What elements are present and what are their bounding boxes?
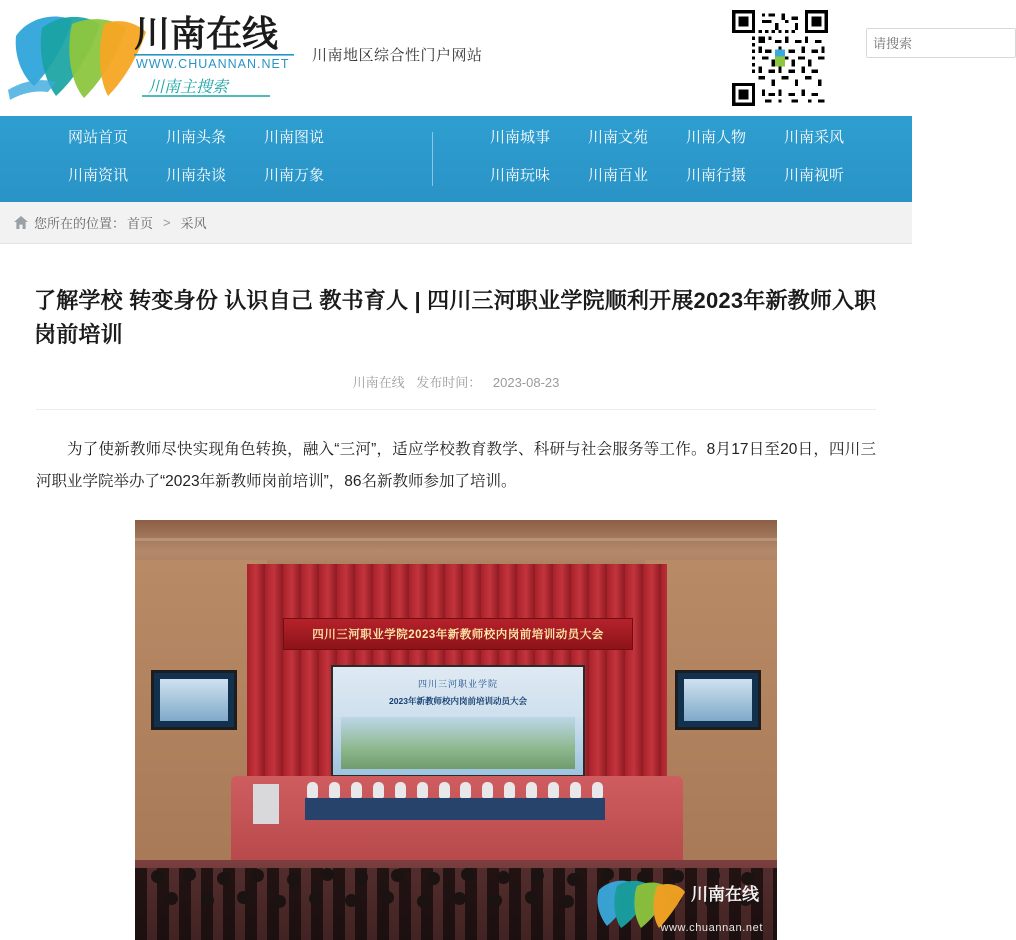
logo-graphic (8, 6, 298, 110)
nav-item-caifeng[interactable]: 川南采风 (784, 129, 845, 146)
training-mobilization-meeting-photo (135, 520, 777, 940)
article-body (28, 434, 884, 498)
article (0, 244, 912, 940)
nav-row-right-1 (490, 122, 882, 154)
photo-screen-line2: 2023年新教师校内岗前培训动员大会 (389, 696, 527, 706)
nav-item-wanxiang[interactable]: 川南万象 (264, 167, 325, 184)
nav-item-zatan[interactable]: 川南杂谈 (166, 167, 227, 184)
photo-side-screen-left (151, 670, 237, 730)
nav-item-wenyuan[interactable]: 川南文苑 (588, 129, 649, 146)
photo-screen-image (341, 717, 575, 769)
qr-code-icon (732, 10, 828, 106)
breadcrumb (0, 202, 912, 244)
nav-row-left-2 (68, 160, 362, 192)
breadcrumb-separator: > (163, 215, 171, 230)
article-publish-date: 2023-08-23 (492, 375, 560, 390)
page-title: 了解学校 转变身份 认识自己 教书育人 | 四川三河职业学院顺利开展2023年新教师入职岗前培训 (34, 288, 877, 347)
photo-projection-screen (331, 665, 585, 777)
svg-text:川南在线: 川南在线 (134, 13, 279, 54)
breadcrumb-label: 您所在的位置： (34, 216, 126, 231)
nav-row-left-1 (68, 122, 362, 154)
nav-item-tushuo[interactable]: 川南图说 (264, 129, 325, 146)
search-input[interactable] (867, 29, 977, 57)
search-box[interactable] (866, 28, 1016, 58)
nav-item-toutiao[interactable]: 川南头条 (166, 129, 227, 146)
photo-podium-speaker (253, 784, 279, 824)
photo-side-screen-right (675, 670, 761, 730)
svg-text:WWW.CHUANNAN.NET: WWW.CHUANNAN.NET (136, 57, 290, 71)
svg-text:川南主搜索: 川南主搜索 (148, 79, 229, 96)
nav-item-wanwei[interactable]: 川南玩味 (490, 167, 551, 184)
main-navigation (0, 116, 912, 202)
article-source: 川南在线 (352, 375, 405, 390)
nav-item-home[interactable]: 网站首页 (68, 129, 129, 146)
qr-code[interactable] (732, 10, 828, 106)
home-icon-glyph (14, 216, 28, 229)
article-paragraph-1: 为了使新教师尽快实现角色转换，融入“三河”，适应学校教育教学、科研与社会服务等工作。8月17日至20日，四川三河职业学院举办了“2023年新教师岗前培训”，86名新教师参加了培训。 (36, 441, 876, 490)
photo-banner-text: 四川三河职业学院2023年新教师校内岗前培训动员大会 (283, 618, 633, 650)
nav-item-zixun[interactable]: 川南资讯 (68, 167, 129, 184)
photo-head-table (305, 798, 605, 820)
nav-row-right-2 (490, 160, 882, 192)
meta-divider (36, 409, 876, 410)
article-meta (28, 372, 884, 391)
photo-screen-line1: 四川三河职业学院 (417, 679, 498, 689)
photo-watermark-url: www.chuannan.net (660, 922, 763, 934)
site-header (0, 0, 912, 116)
site-subtitle: 川南地区综合性门户网站 (312, 47, 483, 64)
nav-item-shiting[interactable]: 川南视听 (784, 167, 845, 184)
site-logo[interactable] (8, 6, 298, 110)
article-publish-label: 发布时间： (416, 375, 482, 390)
photo-seated-officials (307, 782, 603, 800)
breadcrumb-item-caifeng[interactable]: 采风 (180, 216, 207, 231)
nav-item-renwu[interactable]: 川南人物 (686, 129, 747, 146)
nav-item-xingshe[interactable]: 川南行摄 (686, 167, 747, 184)
nav-item-chengshi[interactable]: 川南城事 (490, 129, 551, 146)
home-icon (14, 216, 28, 229)
breadcrumb-item-home[interactable]: 首页 (127, 216, 154, 231)
nav-divider (432, 132, 433, 186)
nav-item-baiye[interactable]: 川南百业 (588, 167, 649, 184)
svg-text:川南在线: 川南在线 (691, 885, 759, 904)
